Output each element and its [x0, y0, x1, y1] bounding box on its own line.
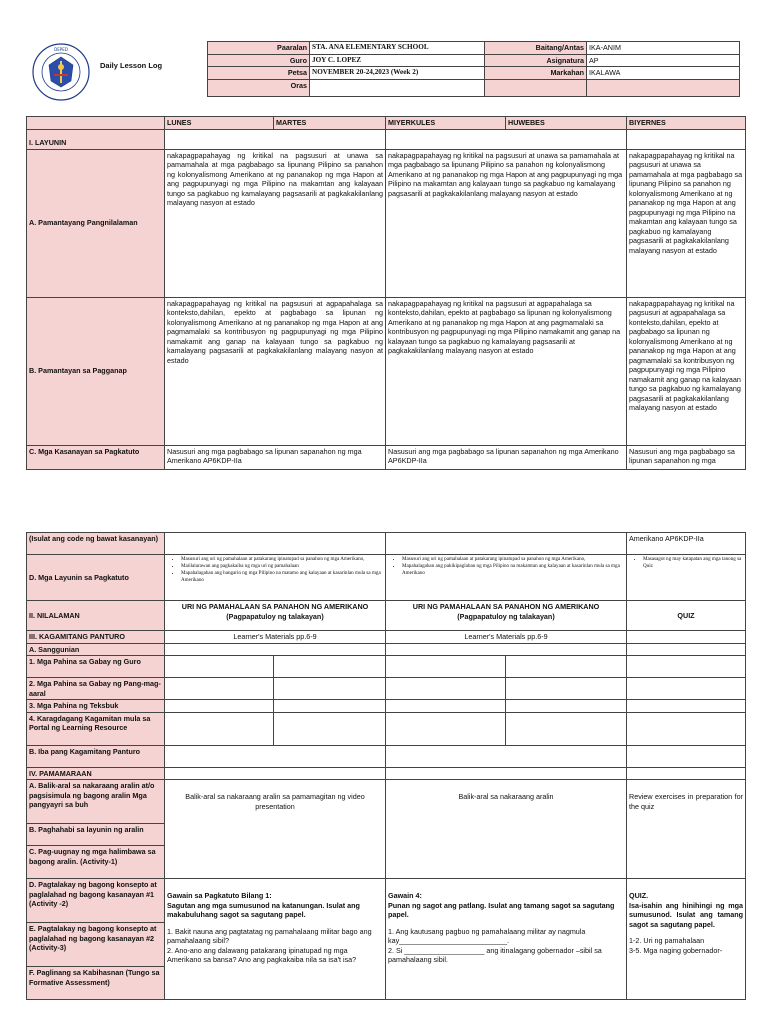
- corner-cell: [27, 117, 165, 130]
- empty-cell: [165, 745, 386, 767]
- empty-cell: [386, 129, 627, 149]
- empty-cell: [627, 712, 746, 745]
- kagamitan-lunes-martes: Learner's Materials pp.6-9: [165, 631, 386, 644]
- pamantayang-lunes-martes: nakapagpapahayag ng kritikal na pagsusuri at unawa sa pamamahala at mga pagbabago sa lipunang Pilipino sa panahon ng kolonyalismong Amerikano at ng pananakop ng mga Hapon at ang pagpupunyagi ng mga Pilipino na makamtan ang kalayaan tungo sa pagkabuo ng kamalayang pagsasarili at pagkakakilanlang malayang nasyon at estado: [165, 149, 386, 297]
- section-layunin: I. LAYUNIN: [27, 129, 165, 149]
- empty-cell: [274, 678, 386, 700]
- empty-cell: [627, 678, 746, 700]
- gawain-question: 2. Si ____________________ ang itinalagang gobernador –sibil sa pamahalaang sibil.: [388, 945, 602, 964]
- empty-cell: [165, 700, 274, 713]
- quiz-biyernes: [627, 879, 746, 1000]
- layunin-miyerkules-huwebes: [386, 555, 627, 601]
- gawain-title: Gawain 4:: [388, 891, 422, 900]
- day-header-huwebes: HUWEBES: [506, 117, 627, 130]
- empty-cell: [485, 79, 587, 96]
- empty-cell: [165, 678, 274, 700]
- svg-text:DEPED: DEPED: [54, 47, 68, 52]
- day-header-martes: MARTES: [274, 117, 386, 130]
- row-label-pagtalakay-2: E. Pagtalakay ng bagong konsepto at paglalahad ng bagong kasanayan #2 (Activity-3): [27, 923, 165, 967]
- empty-cell: [274, 712, 386, 745]
- empty-cell: [627, 129, 746, 149]
- empty-cell: [506, 700, 627, 713]
- row-label-isulat-code: (Isulat ang code ng bawat kasanayan): [27, 533, 165, 555]
- empty-cell: [627, 745, 746, 767]
- row-label-paghahabi: B. Paghahabi sa layunin ng aralin: [27, 824, 165, 846]
- label-paaralan: Paaralan: [208, 42, 310, 55]
- label-markahan: Markahan: [485, 67, 587, 80]
- empty-cell: [165, 643, 386, 656]
- label-baitang: Baitang/Antas: [485, 42, 587, 55]
- layunin-item: • Masusuri ang uri ng pamahalaan at patakarang ipinatupad sa panahon ng mga Amerikano,: [181, 556, 383, 563]
- kagamitan-miyerkules-huwebes: Learner's Materials pp.6-9: [386, 631, 627, 644]
- gawain-instruction: Sagutan ang mga sumusunod na katanungan. Isulat ang makabuluhang sagot sa sagutang papel.: [167, 900, 360, 919]
- value-baitang: IKA-ANIM: [587, 42, 740, 55]
- nilalaman-title: URI NG PAMAHALAAN SA PANAHON NG AMERIKANO: [412, 602, 600, 611]
- row-label-kasanayan: C. Mga Kasanayan sa Pagkatuto: [27, 445, 165, 469]
- value-markahan: IKALAWA: [587, 67, 740, 80]
- row-label-karagdagang-kagamitan: 4. Karagdagang Kagamitan mula sa Portal ng Learning Resource: [27, 712, 165, 745]
- balik-aral-miyerkules-huwebes: Balik-aral sa nakaraang aralin: [386, 780, 627, 879]
- value-paaralan: STA. ANA ELEMENTARY SCHOOL: [310, 42, 485, 55]
- empty-cell: [386, 745, 627, 767]
- nilalaman-biyernes: QUIZ: [627, 601, 746, 631]
- pagganap-biyernes: nakapagpapahayag ng kritikal na pagsusuri at agpapahalaga sa konteksto,dahilan, epekto at pagbabago sa lipunan ng kolonyalismong Amerikano at ng pananakop ng mga Hapon at ang pagmamalaki sa kontribusyon ng pagpupunyagi ng mga Pilipino namakamit ang ganap na kalayaan tungo sa pagkabuo ng kamalayang pagsasarili at pagkakakilanlang malayang nasyon at estado: [627, 297, 746, 445]
- row-label-paglinang: F. Paglinang sa Kabihasnan (Tungo sa Formative Assessment): [27, 967, 165, 1000]
- kasanayan-miyerkules-huwebes: Nasusuri ang mga pagbabago sa lipunan sapanahon ng mga Amerikano AP6KDP-IIa: [386, 445, 627, 469]
- value-oras: [310, 79, 485, 96]
- layunin-biyernes: [627, 555, 746, 601]
- empty-cell: [165, 533, 386, 555]
- row-label-pagtalakay-1: D. Pagtalakay ng bagong konsepto at paglalahad ng bagong kasanayan #1 (Activity -2): [27, 879, 165, 923]
- empty-cell: [506, 656, 627, 678]
- row-label-iba-pang-kagamitan: B. Iba pang Kagamitang Panturo: [27, 745, 165, 767]
- row-label-balik-aral: A. Balik-aral sa nakaraang aralin at/o pagsisimula ng bagong aralin Mga pangyayri sa buh: [27, 780, 165, 824]
- gawain-question: 1. Bakit nauna ang pagtatatag ng pamahalaang militar bago ang pamahalaang sibil?: [167, 926, 372, 945]
- isulat-biyernes: Amerikano AP6KDP-IIa: [627, 533, 746, 555]
- empty-cell: [386, 656, 506, 678]
- nilalaman-subtitle: (Pagpapatuloy ng talakayan): [226, 611, 324, 621]
- empty-cell: [627, 767, 746, 780]
- empty-cell: [386, 700, 506, 713]
- kasanayan-lunes-martes: Nasusuri ang mga pagbabago sa lipunan sapanahon ng mga Amerikano AP6KDP-IIa: [165, 445, 386, 469]
- empty-cell: [386, 678, 506, 700]
- gawain-lunes-martes: [165, 879, 386, 1000]
- balik-aral-biyernes: Review exercises in preparation for the quiz: [627, 780, 746, 879]
- empty-cell: [274, 700, 386, 713]
- value-asignatura: AP: [587, 54, 740, 67]
- nilalaman-lunes-martes: [165, 601, 386, 631]
- label-asignatura: Asignatura: [485, 54, 587, 67]
- empty-cell: [386, 712, 506, 745]
- document-title: Daily Lesson Log: [100, 61, 163, 70]
- quiz-title: QUIZ.: [629, 891, 649, 900]
- empty-cell: [587, 79, 740, 96]
- empty-cell: [165, 129, 386, 149]
- row-label-layunin-sa-pagkatuto: D. Mga Layunin sa Pagkatuto: [27, 555, 165, 601]
- layunin-item: • Mapahalagahan ang hangarin ng mga Pilipino na matamo ang kalayaan at kasarinlan mula sa mga Amerikano: [181, 570, 383, 584]
- row-label-gabay-mag-aaral: 2. Mga Pahina sa Gabay ng Pang-mag-aaral: [27, 678, 165, 700]
- empty-cell: [386, 643, 627, 656]
- lesson-table-page2: [26, 532, 746, 1000]
- empty-cell: [627, 700, 746, 713]
- layunin-item: • Masusuri ang uri ng pamahalaan at patakarang ipinatupad sa panahon ng mga Amerikano,: [402, 556, 624, 563]
- layunin-item: • Mapahalagahan ang pakikipaglaban ng mga Pilipino na makamtan ang kalayaan at kasarinlan mula sa mga Amerikano: [402, 563, 624, 577]
- header-info-table: [207, 41, 740, 97]
- empty-cell: [386, 533, 627, 555]
- quiz-item: 3-5. Mga naging gobernador-: [629, 945, 723, 955]
- row-label-pamamaraan: IV. PAMAMARAAN: [27, 767, 165, 780]
- nilalaman-title: URI NG PAMAHALAAN SA PANAHON NG AMERIKANO: [181, 602, 369, 611]
- row-label-pamantayang-pangnilalaman: A. Pamantayang Pangnilalaman: [27, 149, 165, 297]
- gawain-question: 1. Ang kautusang pagbuo ng pamahalaang militar ay nagmula kay___________________________.: [388, 926, 586, 945]
- day-header-lunes: LUNES: [165, 117, 274, 130]
- nilalaman-miyerkules-huwebes: [386, 601, 627, 631]
- gawain-question: 2. Ano-ano ang dalawang patakarang ipinatupad ng mga Amerikano sa bansa? Ano ang pagkakaiba nila sa isa't isa?: [167, 945, 357, 964]
- quiz-item: 1-2. Uri ng pamahalaan: [629, 936, 705, 945]
- row-label-pamantayan-sa-pagganap: B. Pamantayan sa Pagganap: [27, 297, 165, 445]
- day-header-biyernes: BIYERNES: [627, 117, 746, 130]
- empty-cell: [165, 656, 274, 678]
- value-petsa: NOVEMBER 20-24,2023 (Week 2): [310, 67, 485, 80]
- layunin-item: • Maiilalarawan ang pagkakaiba ng mga uri ng pamahalaan: [181, 563, 383, 570]
- lesson-table-page1: [26, 116, 746, 470]
- empty-cell: [165, 712, 274, 745]
- layunin-item: • Masasagot ng may katapatan ang mga tanong sa Quiz: [643, 556, 743, 570]
- pamantayang-biyernes: nakapagpapahayag ng kritikal na pagsusuri at unawa sa pamamahala at mga pagbabago sa lipunang Pilipino sa panahon ng kolonyalismong Amerikano at ng pananakop ng mga Hapon at ang pagpupunyagi ng mga Pilipino na makamtan ang kalayaan tungo sa pagkabuo ng kamalayang pagsasarili at pagkakakilanlang malayang nasyon at estado: [627, 149, 746, 297]
- day-header-miyerkules: MIYERKULES: [386, 117, 506, 130]
- quiz-instruction: Isa-isahin ang hinihingi ng mga sumusunod. Isulat ang tamang sagot sa sagutang papel.: [629, 900, 743, 929]
- empty-cell: [627, 643, 746, 656]
- gawain-title: Gawain sa Pagkatuto Bilang 1:: [167, 891, 272, 900]
- label-petsa: Petsa: [208, 67, 310, 80]
- row-label-teksbuk: 3. Mga Pahina ng Teksbuk: [27, 700, 165, 713]
- row-label-nilalaman: II. NILALAMAN: [27, 601, 165, 631]
- value-guro: JOY C. LOPEZ: [310, 54, 485, 67]
- kasanayan-biyernes: Nasusuri ang mga pagbabago sa lipunan sapanahon ng mga: [627, 445, 746, 469]
- gawain-miyerkules-huwebes: [386, 879, 627, 1000]
- empty-cell: [627, 656, 746, 678]
- empty-cell: [274, 656, 386, 678]
- label-oras: Oras: [208, 79, 310, 96]
- row-label-pag-uugnay: C. Pag-uugnay ng mga halimbawa sa bagong aralin. (Activity-1): [27, 846, 165, 879]
- empty-cell: [506, 678, 627, 700]
- deped-seal-logo: [32, 43, 90, 101]
- row-label-sanggunian: A. Sanggunian: [27, 643, 165, 656]
- row-label-kagamitang-panturo: III. KAGAMITANG PANTURO: [27, 631, 165, 644]
- balik-aral-lunes-martes: Balik-aral sa nakaraang aralin sa pamamagitan ng video presentation: [165, 780, 386, 879]
- empty-cell: [506, 712, 627, 745]
- gawain-instruction: Punan ng sagot ang patlang. Isulat ang tamang sagot sa sagutang papel.: [388, 900, 615, 919]
- pamantayang-miyerkules-huwebes: nakapagpapahayag ng kritikal na pagsusuri at unawa sa pamamahala at mga pagbabago sa lipunang Pilipino sa panahon ng kolonyalismong Amerikano at ng pananakop ng mga Hapon at ang pagpupunyagi ng mga Pilipino na makamtan ang kalayaan tungo sa pagkabuo ng kamalayang pagsasarili at pagkakakilanlang malayang nasyon at estado: [386, 149, 627, 297]
- row-label-gabay-guro: 1. Mga Pahina sa Gabay ng Guro: [27, 656, 165, 678]
- nilalaman-subtitle: (Pagpapatuloy ng talakayan): [457, 611, 555, 621]
- label-guro: Guro: [208, 54, 310, 67]
- empty-cell: [386, 767, 627, 780]
- empty-cell: [627, 631, 746, 644]
- empty-cell: [165, 767, 386, 780]
- pagganap-miyerkules-huwebes: nakapagpapahayag ng kritikal na pagsusuri at agpapahalaga sa konteksto,dahilan, epekto at pagbabago sa lipunan ng kolonyalismong Amerikano at ng pananakop ng mga Hapon at ang pagmamalaki sa kontribusyon ng pagpupunyagi ng mga Pilipino namakamit ang ganap na kalayaan tungo sa pagkabuo ng kamalayang pagsasarili at pagkakakilanlang malayang nasyon at estado: [386, 297, 627, 445]
- pagganap-lunes-martes: nakapagpapahayag ng kritikal na pagsusuri at agpapahalaga sa konteksto,dahilan, epekto at pagbabago sa lipunan ng kolonyalismong Amerikano at ng pananakop ng mga Hapon at ang pagmamalaki sa kontribusyon ng pagpupunyagi ng mga Pilipino namakamit ang ganap na kalayaan tungo sa pagkabuo ng kamalayang pagsasarili at pagkakakilanlang malayang nasyon at estado: [165, 297, 386, 445]
- layunin-lunes-martes: [165, 555, 386, 601]
